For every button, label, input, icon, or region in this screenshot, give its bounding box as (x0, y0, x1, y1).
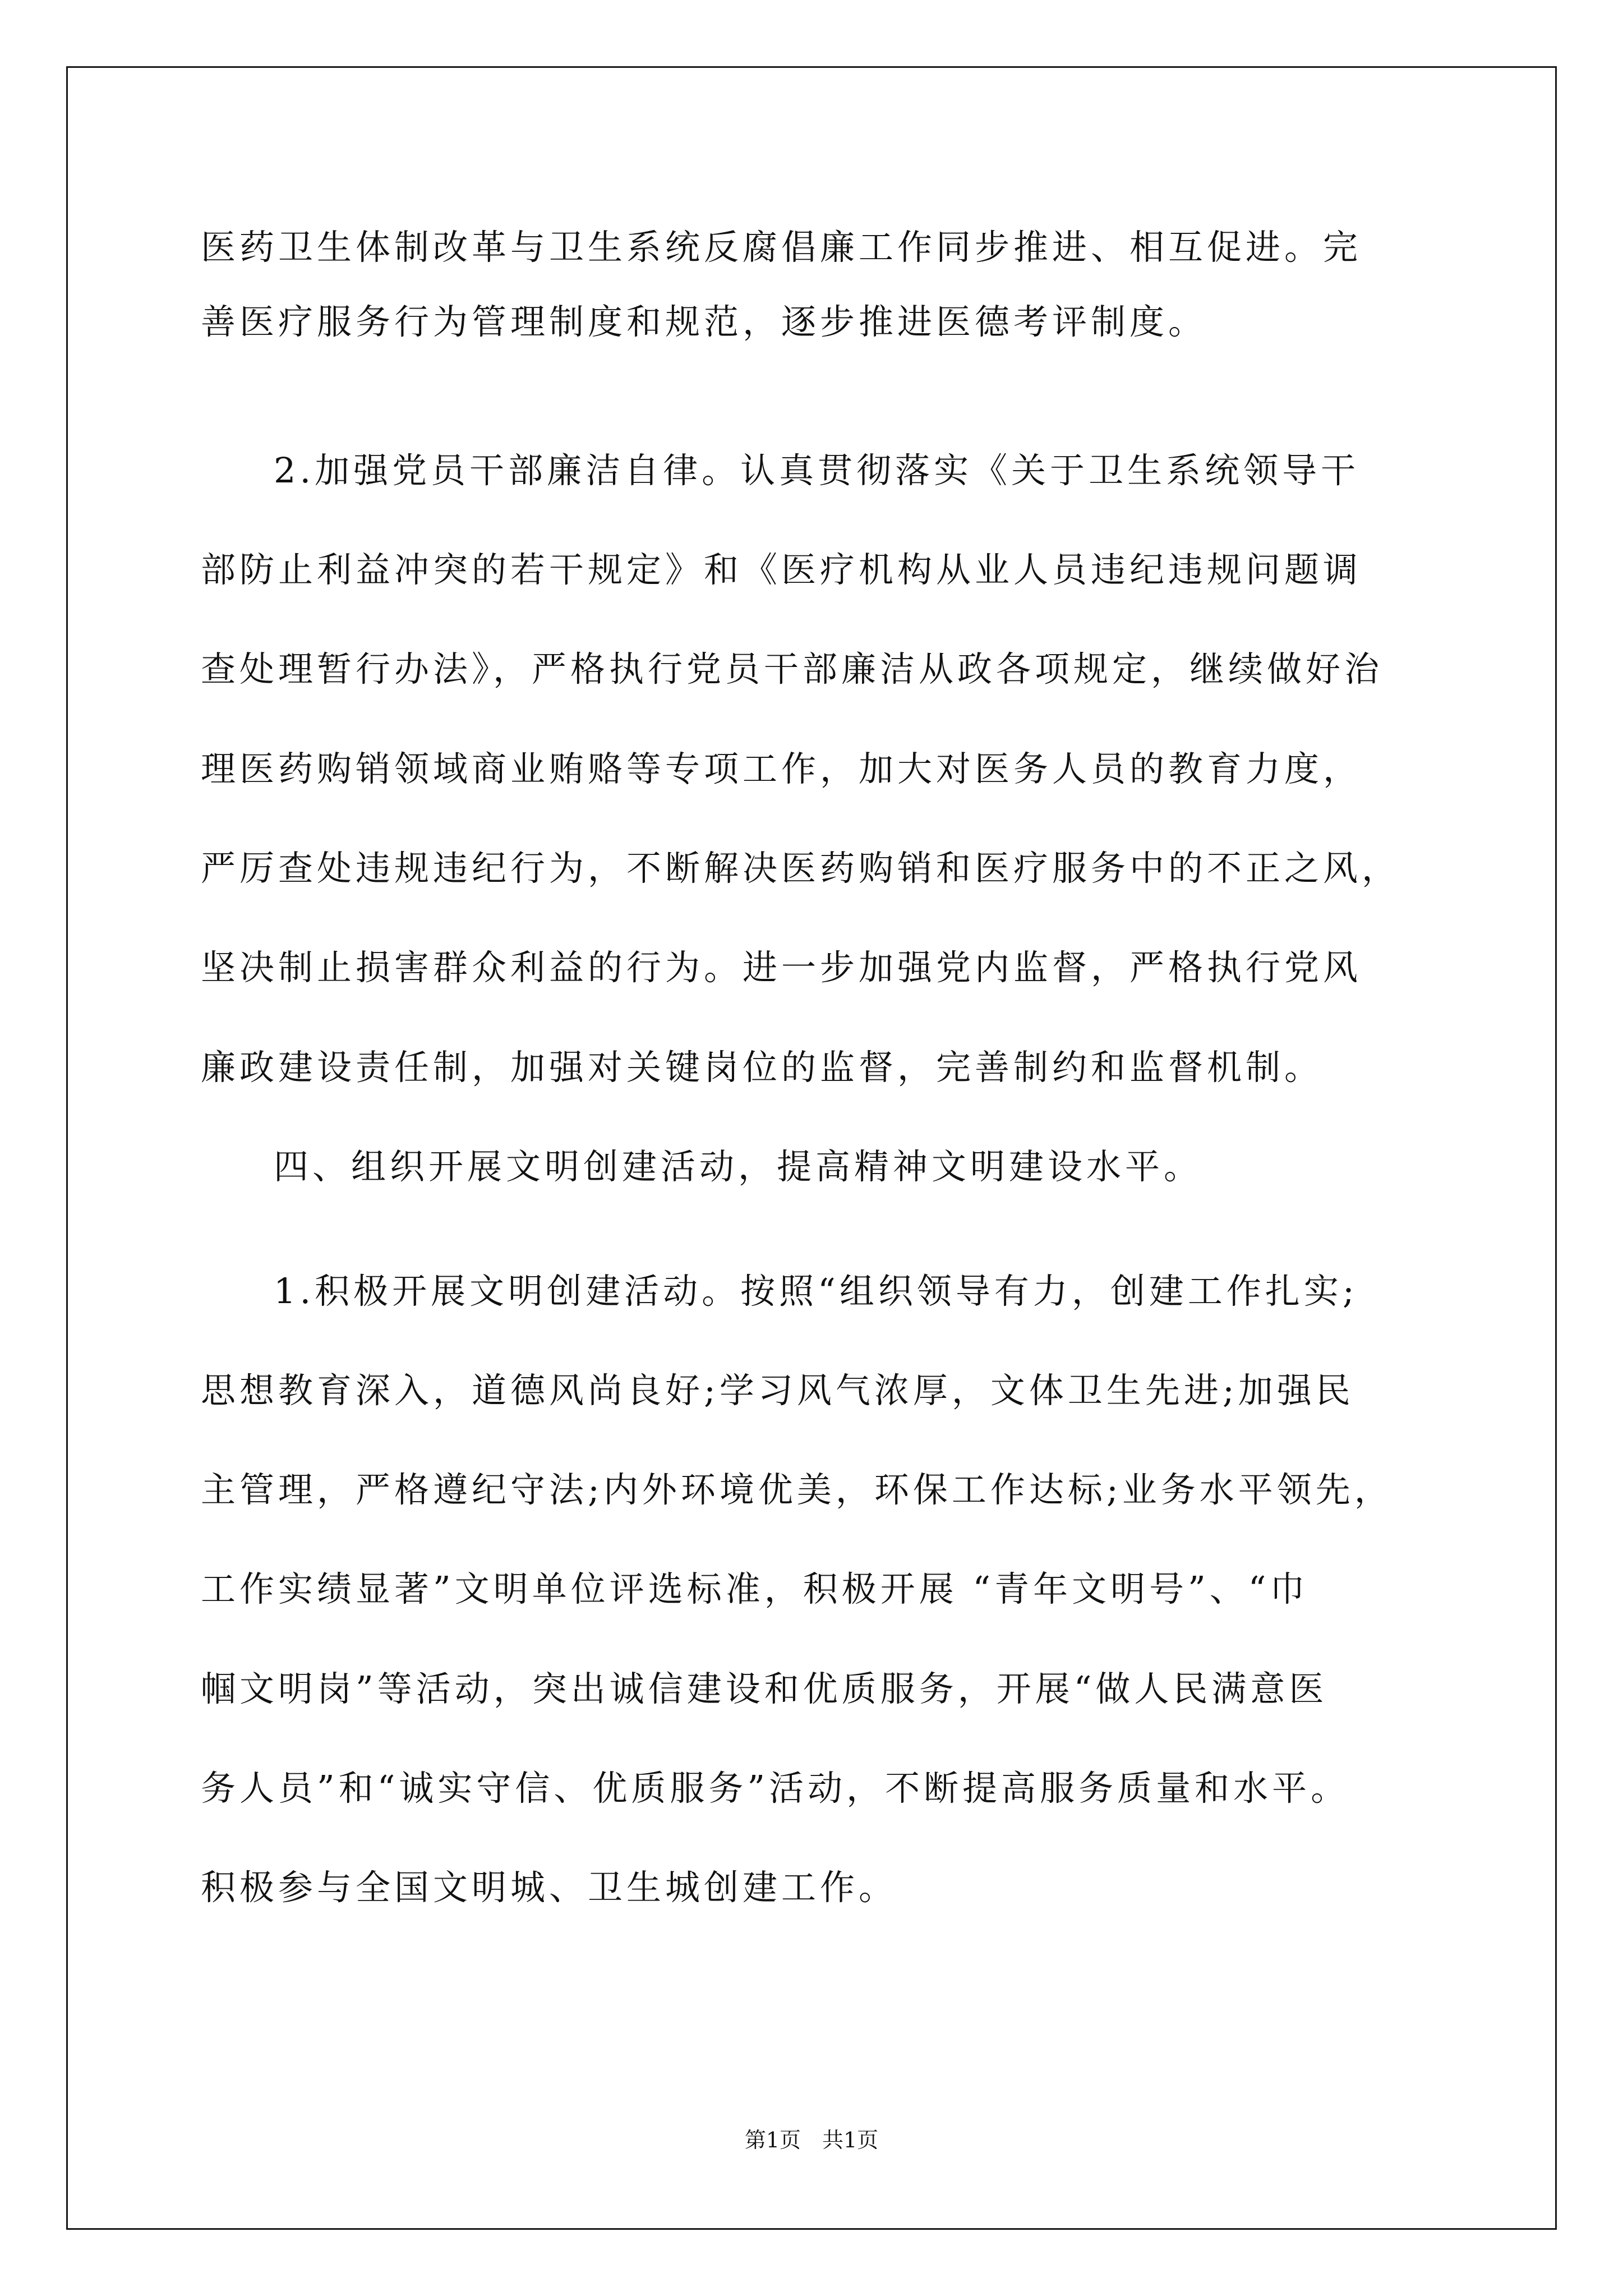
body-text-line: 理医药购销领域商业贿赂等专项工作，加大对医务人员的教育力度， (201, 748, 1362, 789)
paragraph-start-line: 2.加强党员干部廉洁自律。认真贯彻落实《关于卫生系统领导干 (274, 450, 1360, 491)
body-text-line: 严厉查处违规违纪行为，不断解决医药购销和医疗服务中的不正之风， (201, 848, 1401, 889)
body-text-line: 坚决制止损害群众利益的行为。进一步加强党内监督，严格执行党风 (201, 947, 1362, 988)
body-text-line: 善医疗服务行为管理制度和规范，逐步推进医德考评制度。 (201, 301, 1207, 342)
body-text-line: 工作实绩显著”文明单位评选标准，积极开展 “青年文明号”、“巾 (201, 1568, 1309, 1609)
body-text-line: 务人员”和“诚实守信、优质服务”活动，不断提高服务质量和水平。 (201, 1768, 1350, 1809)
body-text-line: 医药卫生体制改革与卫生系统反腐倡廉工作同步推进、相互促进。完 (201, 227, 1362, 268)
body-text-line: 主管理，严格遵纪守法;内外环境优美，环保工作达标;业务水平领先， (201, 1469, 1393, 1510)
page-footer (0, 2129, 1623, 2151)
body-text-line: 积极参与全国文明城、卫生城创建工作。 (201, 1867, 898, 1908)
paragraph-start-line: 1.积极开展文明创建活动。按照“组织领导有力，创建工作扎实; (274, 1271, 1358, 1312)
body-text-line: 查处理暂行办法》，严格执行党员干部廉洁从政各项规定，继续做好治 (201, 648, 1384, 689)
body-text-line: 思想教育深入，道德风尚良好;学习风气浓厚，文体卫生先进;加强民 (201, 1370, 1354, 1411)
body-text-line: 帼文明岗”等活动，突出诚信建设和优质服务，开展“做人民满意医 (201, 1668, 1328, 1709)
body-text-line: 部防止利益冲突的若干规定》和《医疗机构从业人员违纪违规问题调 (201, 549, 1362, 590)
page-number: 第1页 (744, 2128, 801, 2152)
body-text-line: 廉政建设责任制，加强对关键岗位的监督，完善制约和监督机制。 (201, 1047, 1324, 1088)
page-total: 共1页 (822, 2128, 879, 2152)
section-heading: 四、组织开展文明创建活动，提高精神文明建设水平。 (274, 1146, 1203, 1187)
